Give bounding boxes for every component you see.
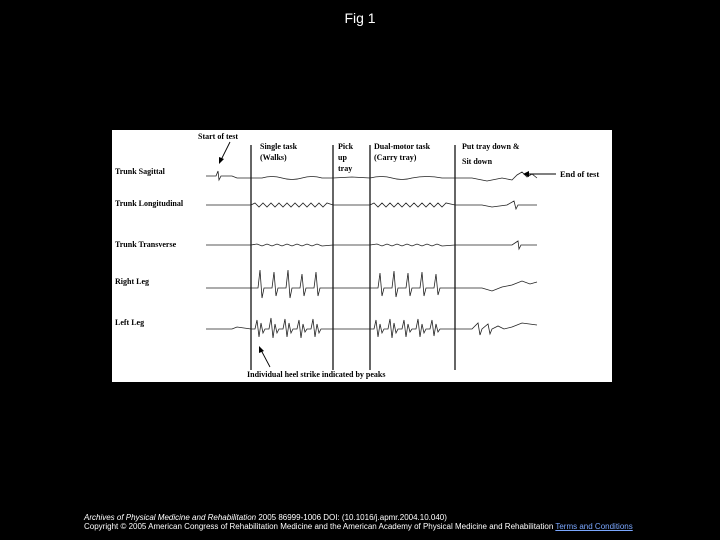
- channel-label-right-leg: Right Leg: [115, 277, 149, 286]
- copyright-line: [84, 522, 704, 531]
- label-heel-strike: Individual heel strike indicated by peaks: [247, 370, 386, 379]
- label-put-tray-2: Sit down: [462, 157, 493, 166]
- citation-doi: 2005 86999-1006 DOI: (10.1016/j.apmr.2004.10.040): [256, 513, 447, 522]
- terms-link[interactable]: Terms and Conditions: [555, 522, 633, 531]
- arrow-heel-strike: [259, 346, 270, 367]
- trace-trunk-longitudinal: [206, 201, 537, 209]
- label-pick-1: Pick: [338, 142, 354, 151]
- label-dual-task-1: Dual-motor task: [374, 142, 431, 151]
- gait-signal-figure: [112, 130, 612, 382]
- label-pick-2: up: [338, 153, 347, 162]
- label-start-of-test: Start of test: [198, 132, 238, 141]
- channel-label-trunk-longitudinal: Trunk Longitudinal: [115, 199, 184, 208]
- label-put-tray-1: Put tray down &: [462, 142, 520, 151]
- channel-label-left-leg: Left Leg: [115, 318, 145, 327]
- channel-label-trunk-sagittal: Trunk Sagittal: [115, 167, 165, 176]
- arrow-start-of-test: [219, 142, 230, 164]
- label-single-task-2: (Walks): [260, 153, 287, 162]
- channel-label-trunk-transverse: Trunk Transverse: [115, 240, 177, 249]
- arrow-end-of-test: [523, 171, 556, 177]
- signal-traces-svg: [112, 130, 612, 382]
- trace-trunk-sagittal: [206, 171, 537, 181]
- trace-trunk-transverse: [206, 241, 537, 249]
- label-pick-3: tray: [338, 164, 353, 173]
- trace-right-leg: [206, 270, 537, 298]
- slide-title: Fig 1: [344, 10, 376, 26]
- trace-left-leg: [206, 318, 537, 338]
- journal-name: Archives of Physical Medicine and Rehabilitation: [84, 513, 257, 522]
- label-end-of-test: End of test: [560, 169, 600, 179]
- citation-line: [84, 513, 704, 522]
- label-single-task-1: Single task: [260, 142, 298, 151]
- copyright-text: Copyright © 2005 American Congress of Rehabilitation Medicine and the American Academy of Physical Medicine and Rehabilitation: [84, 522, 554, 531]
- label-dual-task-2: (Carry tray): [374, 153, 417, 162]
- citation-footer: [84, 513, 704, 531]
